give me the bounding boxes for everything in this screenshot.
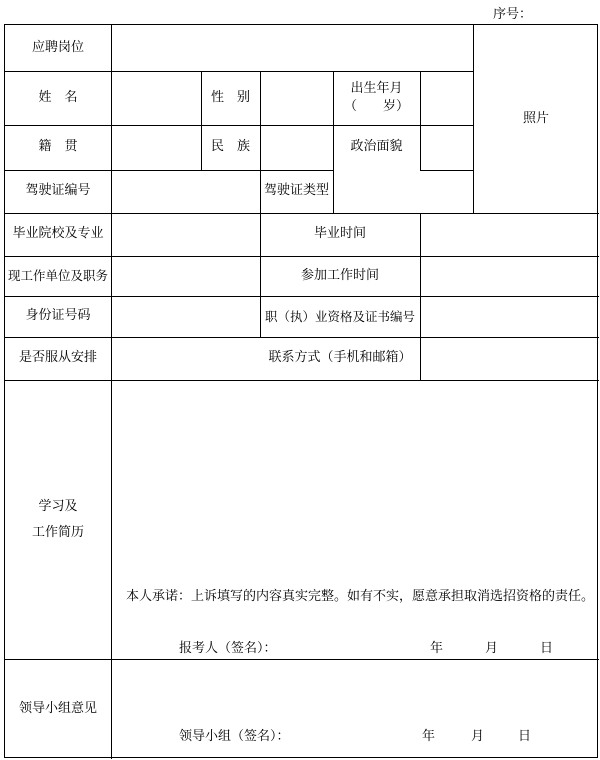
- position-label: 应聘岗位: [31, 39, 84, 55]
- leader-signature-field[interactable]: [301, 719, 411, 743]
- birth-label-line1: 出生年月: [350, 80, 403, 96]
- grad-time-label: 毕业时间: [313, 226, 366, 242]
- history-label: [5, 380, 111, 659]
- ethnicity-label: 民 族: [210, 139, 250, 155]
- license-type-label: 驾驶证类型: [263, 183, 329, 199]
- applicant-sign-label: 报考人（签名）：: [179, 641, 277, 656]
- leader-day-label: 日: [518, 729, 532, 744]
- cert-no-field[interactable]: [421, 297, 599, 337]
- native-place-field[interactable]: [112, 126, 201, 170]
- history-label-line1: 学习及: [38, 498, 78, 514]
- contact-label: 联系方式（手机和邮箱）: [268, 350, 412, 366]
- gender-label: 性 别: [210, 89, 250, 105]
- birth-field[interactable]: [421, 72, 473, 125]
- grad-time-field[interactable]: [421, 214, 599, 256]
- leader-year-label: 年: [422, 729, 436, 744]
- political-field[interactable]: [421, 126, 473, 170]
- ethnicity-field[interactable]: [261, 126, 333, 170]
- contact-field[interactable]: [421, 338, 599, 380]
- leader-label: 领导小组意见: [18, 700, 97, 716]
- leader-opinion-field[interactable]: [112, 660, 599, 720]
- birth-label-line2: （ 岁）: [343, 99, 409, 114]
- serial-number-label: 序号：: [493, 7, 533, 22]
- applicant-year-label: 年: [430, 641, 444, 656]
- license-type-field[interactable]: [334, 171, 473, 213]
- photo-area[interactable]: [473, 25, 599, 213]
- work-start-label: 参加工作时间: [300, 267, 379, 283]
- birth-label: [333, 71, 420, 125]
- obey-field[interactable]: [112, 338, 260, 380]
- gender-field[interactable]: [261, 72, 333, 125]
- history-field[interactable]: [112, 381, 599, 581]
- employer-label: 现工作单位及职务: [7, 268, 108, 284]
- id-no-label: 身份证号码: [25, 308, 91, 324]
- applicant-signature-field[interactable]: [287, 631, 417, 655]
- work-start-field[interactable]: [421, 257, 599, 296]
- cert-no-label: 职（执）业资格及证书编号: [264, 308, 415, 324]
- position-field[interactable]: [112, 25, 473, 71]
- id-no-field[interactable]: [112, 297, 260, 337]
- applicant-month-label: 月: [485, 641, 499, 656]
- school-field[interactable]: [112, 214, 260, 256]
- registration-form: [4, 24, 598, 758]
- license-no-field[interactable]: [112, 171, 260, 213]
- leader-sign-label: 领导小组（签名）：: [179, 729, 290, 744]
- school-label: 毕业院校及专业: [12, 226, 104, 242]
- applicant-day-label: 日: [540, 641, 554, 656]
- employer-field[interactable]: [112, 257, 260, 296]
- photo-label: 照片: [522, 110, 549, 126]
- political-label: 政治面貌: [350, 139, 403, 155]
- promise-text: 本人承诺：上诉填写的内容真实完整。如有不实，愿意承担取消选招资格的责任。: [126, 589, 595, 604]
- history-label-line2: 工作简历: [31, 524, 84, 540]
- native-place-label: 籍 贯: [38, 139, 78, 155]
- obey-label: 是否服从安排: [18, 350, 97, 366]
- name-label: 姓 名: [38, 89, 78, 105]
- leader-month-label: 月: [471, 729, 485, 744]
- name-field[interactable]: [112, 72, 201, 125]
- license-no-label: 驾驶证编号: [25, 183, 91, 199]
